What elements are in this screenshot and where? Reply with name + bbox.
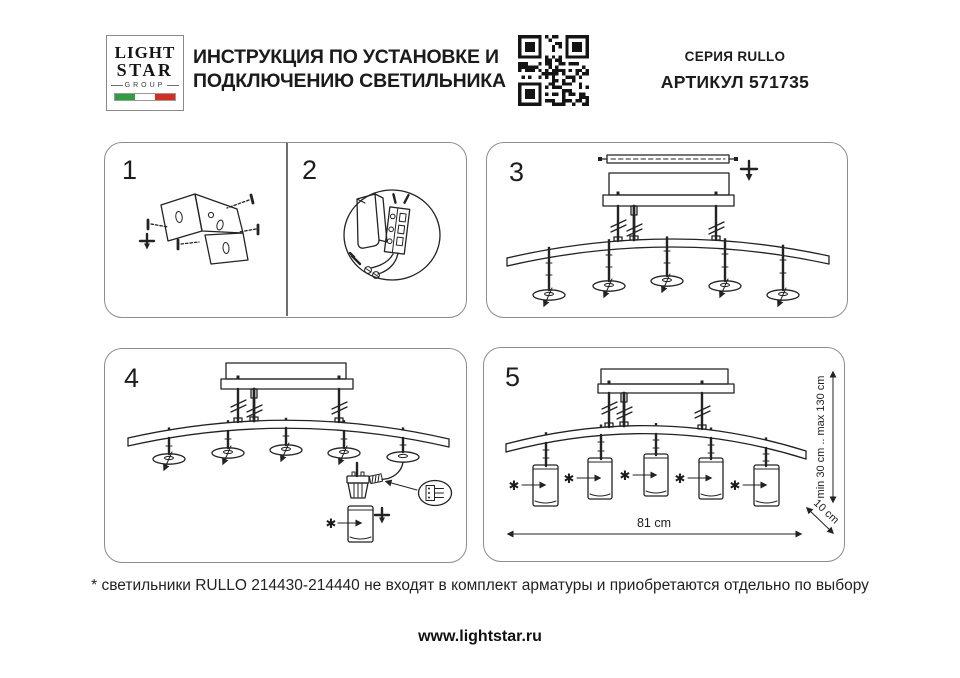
qr-code-icon bbox=[518, 35, 589, 106]
panel-step-4 bbox=[104, 348, 467, 563]
wire bbox=[371, 254, 393, 268]
height-dimension-label: min 30 cm .. max 130 cm bbox=[815, 375, 827, 499]
step-number-3: 3 bbox=[509, 157, 525, 187]
step-number-5: 5 bbox=[505, 362, 521, 392]
logo-word-star: STAR bbox=[116, 60, 174, 80]
wiring-detail-diagram bbox=[344, 190, 440, 280]
width-dimension-label: 81 cm bbox=[636, 516, 672, 530]
suspension-rods bbox=[611, 206, 724, 241]
lightstar-logo bbox=[106, 35, 184, 111]
step-number-1: 1 bbox=[122, 155, 138, 185]
step-5-diagram bbox=[484, 348, 843, 560]
canopy-and-plate bbox=[598, 369, 734, 393]
lamp-shades bbox=[533, 434, 779, 506]
panel-steps-1-2 bbox=[104, 142, 467, 318]
lamp-cylinder bbox=[348, 506, 373, 542]
steps-1-2-diagram bbox=[105, 143, 465, 316]
website-url: www.lightstar.ru bbox=[418, 628, 542, 645]
flag-red-stripe bbox=[155, 94, 175, 100]
page-title bbox=[193, 45, 506, 93]
series-block bbox=[630, 49, 840, 93]
step-number-4: 4 bbox=[124, 363, 140, 393]
screw-adjust-icon bbox=[140, 234, 154, 250]
flag-green-stripe bbox=[115, 94, 135, 100]
footnote: * светильники RULLO 214430-214440 не входят в комплект арматуры и приобретаются отдельно по выбору bbox=[91, 577, 869, 594]
arched-bar bbox=[128, 418, 449, 447]
asterisk-marker: ✱ bbox=[674, 471, 686, 486]
italian-flag-icon bbox=[114, 93, 176, 101]
depth-dimension-label: 10 cm bbox=[810, 497, 842, 527]
asterisk-marker: ✱ bbox=[508, 478, 520, 493]
asterisk-marker: ✱ bbox=[563, 471, 575, 486]
step-3-diagram bbox=[487, 143, 846, 316]
flag-white-stripe bbox=[135, 94, 155, 100]
canopy-and-plate bbox=[603, 173, 734, 206]
logo-rule-right bbox=[167, 85, 179, 86]
panel-step-3 bbox=[486, 142, 848, 318]
step-number-2: 2 bbox=[302, 155, 318, 185]
terminal-block bbox=[384, 193, 411, 254]
title-line-1: ИНСТРУКЦИЯ ПО УСТАНОВКЕ И bbox=[193, 46, 499, 68]
screw-adjust-icon bbox=[375, 508, 389, 524]
step-4-diagram bbox=[105, 349, 465, 561]
bracket-diagram bbox=[140, 194, 258, 264]
canopy-and-plate bbox=[221, 363, 353, 389]
series-label: СЕРИЯ RULLO bbox=[684, 49, 786, 64]
article-label: АРТИКУЛ 571735 bbox=[660, 72, 810, 92]
logo-word-group: GROUP bbox=[124, 82, 166, 89]
suspension-rods bbox=[231, 389, 347, 422]
wire bbox=[378, 253, 398, 274]
logo-word-light: LIGHT bbox=[114, 43, 176, 62]
panel-step-5 bbox=[483, 347, 845, 562]
connector-detail bbox=[419, 481, 452, 506]
spot-lamp-assembly bbox=[326, 462, 417, 542]
asterisk-marker: ✱ bbox=[619, 468, 631, 483]
dimensions bbox=[508, 372, 841, 534]
logo-rule-left bbox=[111, 85, 123, 86]
ceiling-bracket bbox=[598, 155, 738, 163]
logo-group-row bbox=[107, 82, 183, 89]
screw-adjust-icon bbox=[741, 161, 757, 181]
asterisk-marker: ✱ bbox=[729, 478, 741, 493]
lamp-holders bbox=[533, 239, 799, 306]
title-line-2: ПОДКЛЮЧЕНИЮ СВЕТИЛЬНИКА bbox=[193, 70, 506, 92]
asterisk-callouts bbox=[509, 468, 766, 493]
asterisk-marker: ✱ bbox=[325, 516, 337, 531]
